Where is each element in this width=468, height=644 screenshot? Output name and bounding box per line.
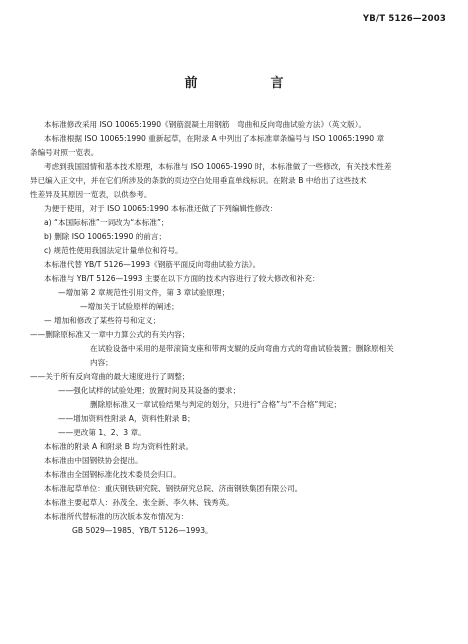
paragraph-line: 本标准主要起草人：孙茂全、张全新、李久林、钱秀英。	[44, 498, 234, 507]
list-item: ——增加资料性附录 A，资料性附录 B；	[58, 414, 195, 423]
standard-number: YB/T 5126—2003	[362, 14, 446, 24]
list-item: a) “本国际标准”一词改为“本标准”；	[44, 218, 169, 227]
list-item: —增加关于试验原样的阐述；	[80, 302, 179, 311]
list-item: 内容；	[90, 358, 113, 367]
paragraph-line: 本标准代替 YB/T 5126—1993《钢筋平面反向弯曲试验方法》。	[44, 260, 261, 269]
paragraph-line: 本标准由中国钢铁协会提出。	[44, 456, 143, 465]
list-item: ——关于所有反向弯曲的最大速度进行了调整；	[30, 372, 190, 381]
list-item: 删除原标准又一章试验结果与判定的划分，只进行“合格”与“不合格”判定；	[90, 400, 342, 409]
paragraph-line: 为便于使用，对于 ISO 10065:1990 本标准还做了下列编辑性修改：	[44, 204, 278, 213]
list-item: ——删除原标准又一章中力算公式的有关内容；	[30, 330, 190, 339]
list-item: b) 删除 ISO 10065:1990 的前言；	[44, 232, 167, 241]
page-title: 前 言	[184, 76, 314, 91]
foreword-body	[30, 118, 448, 538]
list-item: ——更改第 1、2、3 章。	[58, 428, 146, 437]
list-item: ——强化试样的试验处理；放置时间及其设备的要求；	[58, 386, 241, 395]
list-item: — 增加和修改了某些符号和定义；	[44, 316, 161, 325]
list-item: 在试验设备中采用的是带滚筒支座和带两支辊的反向弯曲方式的弯曲试验装置；删除原相关	[90, 344, 394, 353]
paragraph-line: 本标准的附录 A 和附录 B 均为资料性附录。	[44, 442, 194, 451]
paragraph-line: 条编号对照一览表。	[30, 148, 99, 157]
paragraph-line: 性差异及其原因一览表，以供参考。	[30, 190, 152, 199]
list-item: —增加第 2 章规范性引用文件，第 3 章试验原理；	[58, 288, 230, 297]
paragraph-line: 本标准起草单位：重庆钢铁研究院、钢铁研究总院、济南钢铁集团有限公司。	[44, 484, 303, 493]
paragraph-line: 本标准所代替标准的历次版本发布情况为：	[44, 512, 189, 521]
paragraph-line: 本标准修改采用 ISO 10065:1990《钢筋混凝土用钢筋 弯曲和反向弯曲试验方法》（英文版）。	[44, 120, 367, 129]
paragraph-line: 异已编入正文中，并在它们所涉及的条款的页边空白处用垂直单线标识。在附录 B 中给出了这些技术	[30, 176, 367, 185]
paragraph-line: GB 5029—1985、YB/T 5126—1993。	[72, 526, 213, 535]
paragraph-line: 本标准与 YB/T 5126—1993 主要在以下方面的技术内容进行了较大修改和补充：	[44, 274, 320, 283]
paragraph-line: 本标准根据 ISO 10065:1990 重新起草，在附录 A 中列出了本标准章条编号与 ISO 10065:1990 章	[44, 134, 385, 143]
list-item: c) 规范性使用我国法定计量单位和符号。	[44, 246, 183, 255]
paragraph-line: 本标准由全国钢标准化技术委员会归口。	[44, 470, 181, 479]
paragraph-line: 考虑到我国国情和基本技术原理，本标准与 ISO 10065-1990 时，本标准做了一些修改，有关技术性差	[44, 162, 392, 171]
